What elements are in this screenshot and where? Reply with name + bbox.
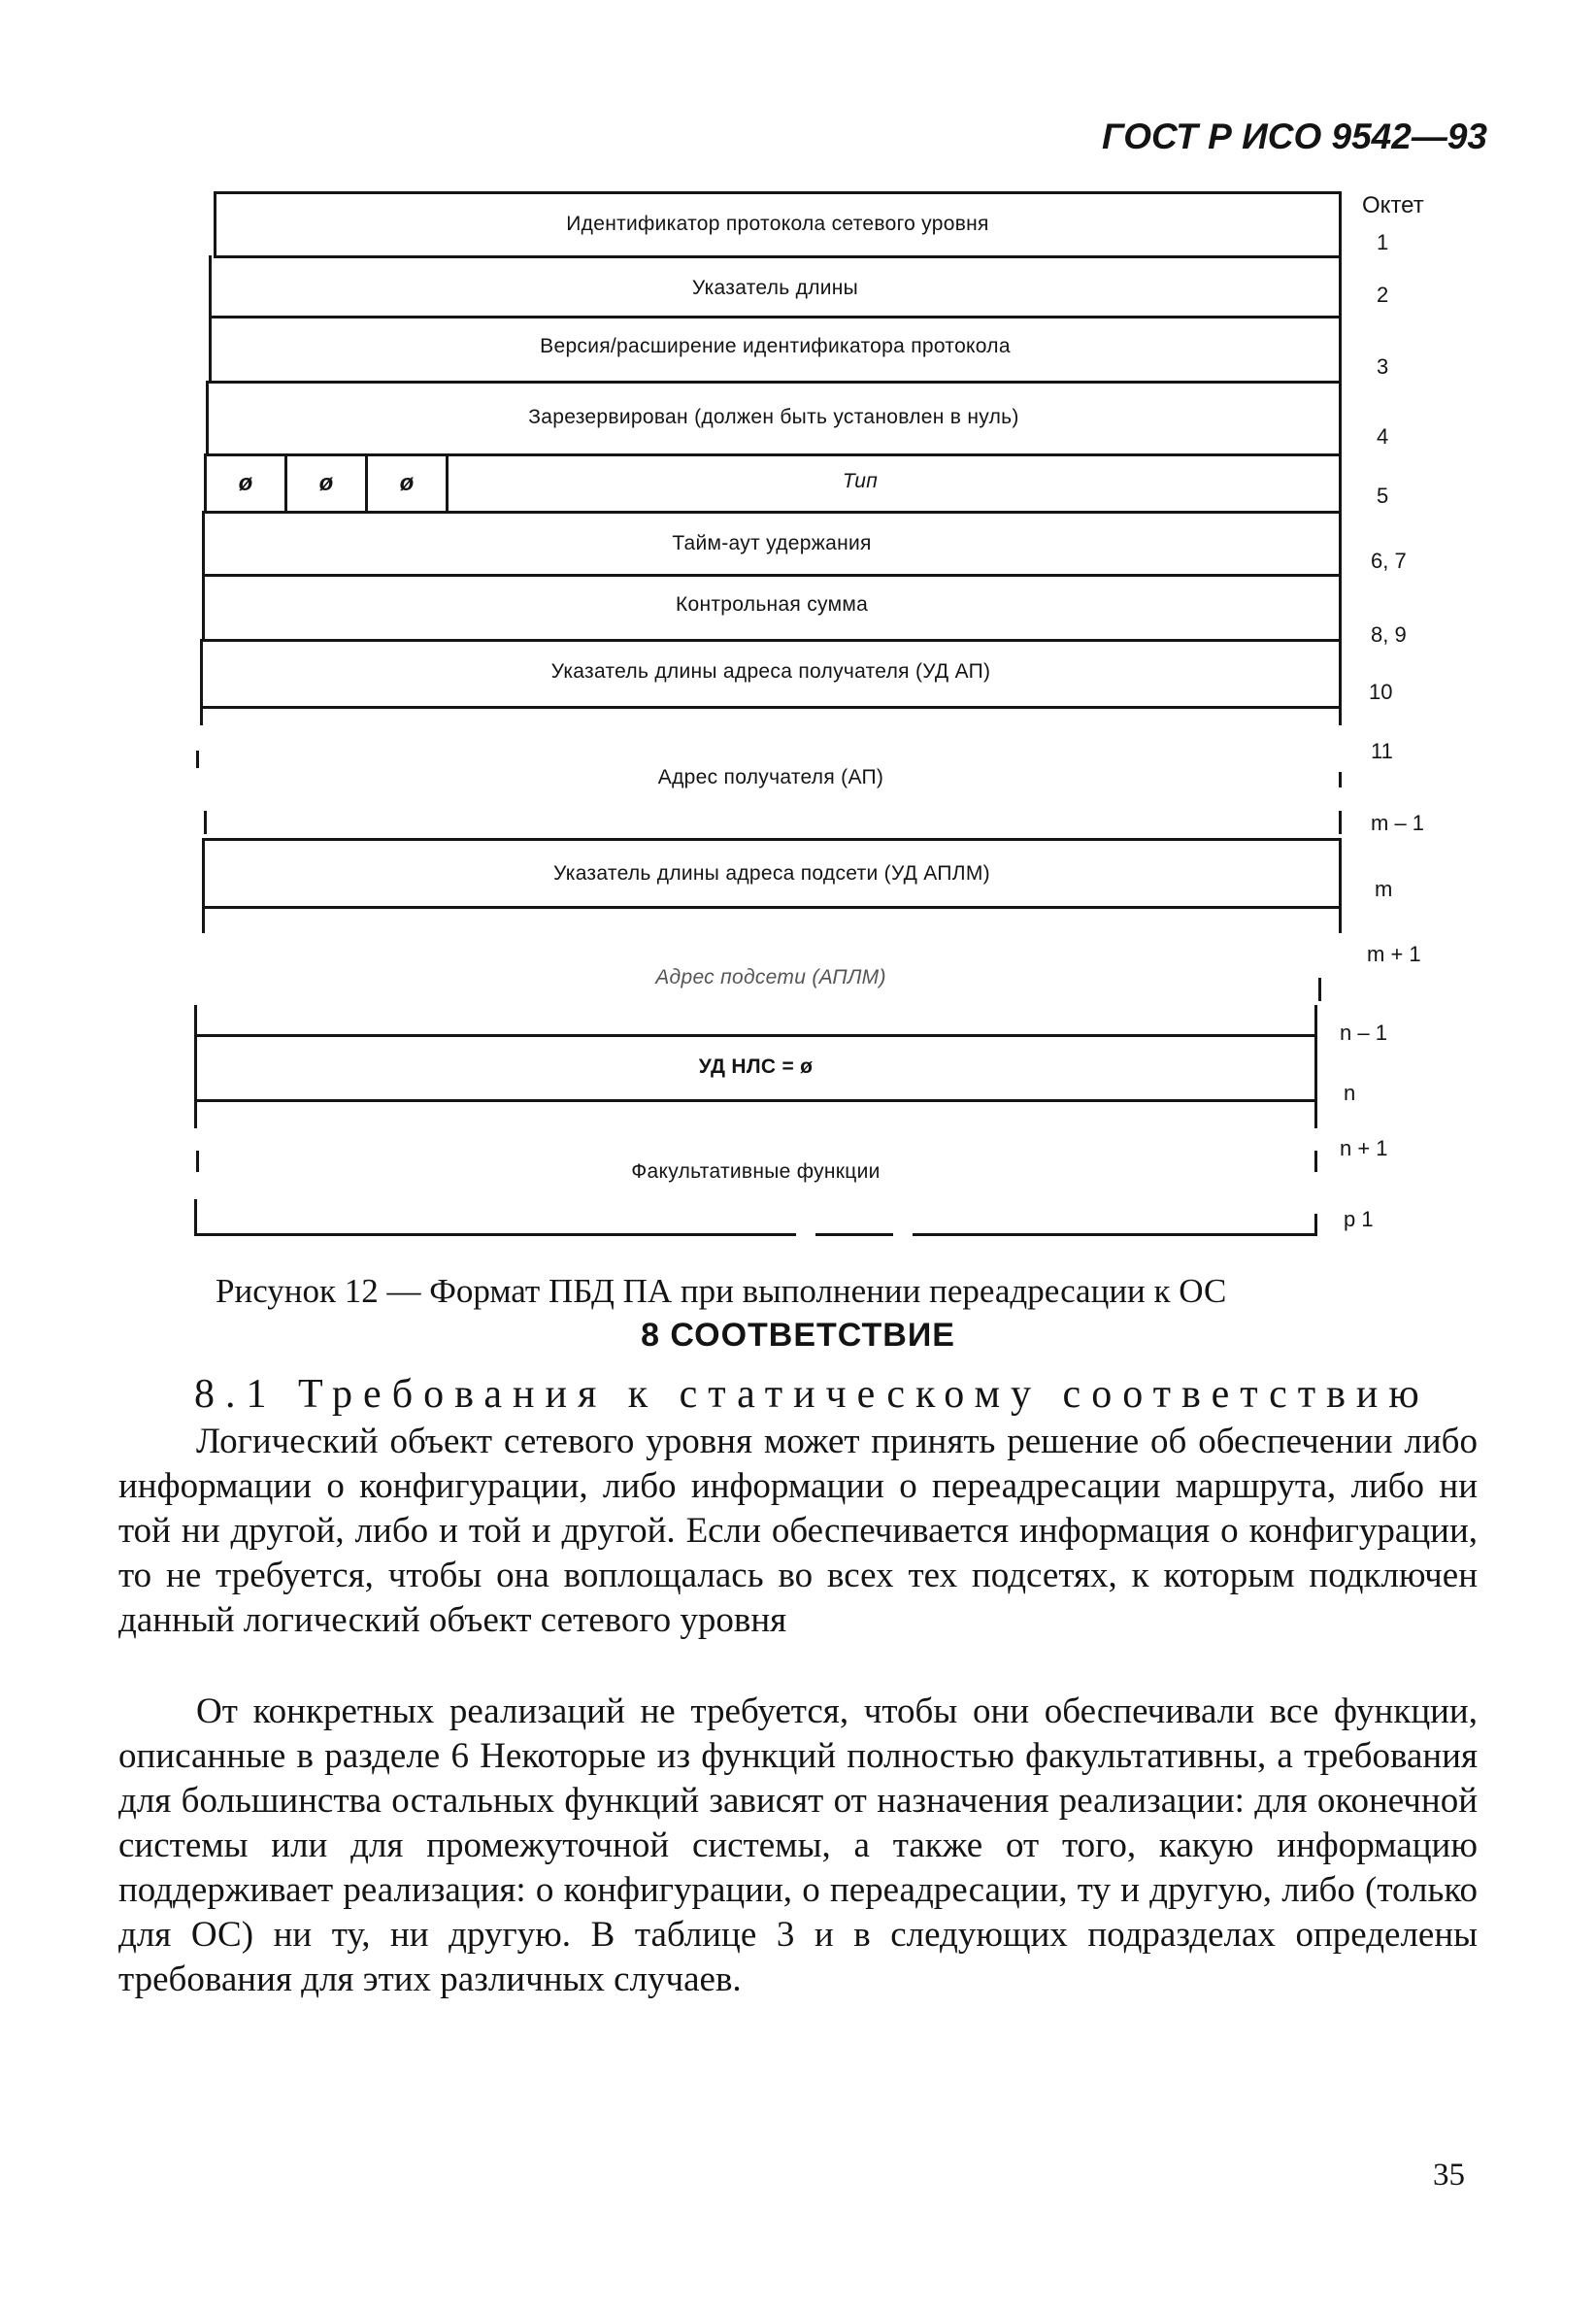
border-tick bbox=[194, 1005, 197, 1034]
octet-number: 4 bbox=[1377, 424, 1389, 449]
octet-number: m – 1 bbox=[1371, 811, 1425, 835]
field-label: Зарезервирован (должен быть установлен в нуль) bbox=[528, 406, 1019, 428]
subsection-heading: 8.1 Требования к статическому соответствию bbox=[194, 1372, 1430, 1417]
field-label: УД НЛС = ø bbox=[698, 1055, 814, 1078]
field-protocol-id bbox=[214, 191, 1342, 258]
octet-number: 11 bbox=[1371, 739, 1393, 763]
field-label: Указатель длины адреса подсети (УД АПЛМ) bbox=[553, 862, 990, 885]
octet-number: n bbox=[1344, 1081, 1356, 1105]
border-tick bbox=[194, 1199, 197, 1236]
border-tick bbox=[1339, 811, 1342, 834]
border-tick bbox=[1318, 978, 1321, 1001]
field-reserved bbox=[206, 381, 1342, 456]
body-paragraph: Логический объект сетевого уровня может принять решение об обеспечении либо информации о конфигурации, либо информации о переадресации маршрута, либо ни той ни другой, либо и той и другой. Если обеспечивается информация о конфигурации, то не требуется, чтобы она воплощалась во всех тех подсетях, к которым подключен данный логический объект сетевого уровня bbox=[118, 1422, 1478, 1640]
field-checksum bbox=[202, 574, 1342, 642]
field-label: Идентификатор протокола сетевого уровня bbox=[566, 213, 989, 235]
octet-number: p 1 bbox=[1344, 1207, 1374, 1231]
octet-column-heading: Октет bbox=[1362, 192, 1424, 218]
field-nlpdu-length bbox=[194, 1034, 1317, 1102]
field-divider bbox=[200, 706, 1342, 709]
border-tick bbox=[1314, 1005, 1317, 1034]
field-dest-address-length bbox=[200, 639, 1342, 709]
octet-number: 1 bbox=[1377, 230, 1389, 254]
page-number: 35 bbox=[1433, 2158, 1465, 2193]
field-label: Адрес получателя (АП) bbox=[657, 766, 884, 788]
field-bottom-border bbox=[194, 1233, 796, 1236]
octet-number: n + 1 bbox=[1340, 1136, 1388, 1160]
field-divider bbox=[202, 906, 1342, 909]
field-bottom-border bbox=[815, 1233, 893, 1236]
field-holding-timer bbox=[202, 511, 1342, 577]
border-tick bbox=[194, 1099, 197, 1128]
field-bottom-border bbox=[913, 1233, 1317, 1236]
octet-number: 5 bbox=[1377, 484, 1389, 508]
field-label: Факультативные функции bbox=[631, 1160, 881, 1183]
octet-number: 3 bbox=[1377, 354, 1389, 379]
octet-number: m bbox=[1375, 877, 1393, 901]
field-label: Указатель длины адреса получателя (УД АП) bbox=[550, 660, 991, 683]
border-tick bbox=[1339, 906, 1342, 933]
border-tick bbox=[1314, 1099, 1317, 1128]
field-length-indicator bbox=[209, 255, 1342, 318]
flag-bit-cell: ø bbox=[287, 453, 368, 514]
border-tick bbox=[200, 706, 203, 725]
octet-number: 10 bbox=[1369, 680, 1393, 704]
octet-number: 6, 7 bbox=[1371, 549, 1407, 573]
figure-caption: Рисунок 12 — Формат ПБД ПА при выполнении переадресации к ОС bbox=[216, 1272, 1227, 1310]
border-tick bbox=[204, 811, 207, 834]
octet-number: m + 1 bbox=[1367, 942, 1421, 966]
field-divider bbox=[194, 1099, 1317, 1102]
field-label: Контрольная сумма bbox=[675, 593, 869, 616]
field-version bbox=[209, 316, 1342, 384]
field-label: Версия/расширение идентификатора протокола bbox=[540, 335, 1011, 357]
octet-number: n – 1 bbox=[1340, 1021, 1387, 1045]
border-tick bbox=[202, 906, 205, 933]
flag-bit-cell: ø bbox=[207, 453, 287, 514]
border-tick bbox=[1339, 706, 1342, 725]
field-subnet-address-length bbox=[202, 838, 1342, 909]
document-header: ГОСТ Р ИСО 9542—93 bbox=[1101, 117, 1487, 156]
field-label: Адрес подсети (АПЛМ) bbox=[655, 966, 886, 988]
field-label: Тип bbox=[842, 470, 879, 492]
field-label: Указатель длины bbox=[691, 277, 859, 299]
field-label: Тайм-аут удержания bbox=[672, 532, 872, 554]
border-tick bbox=[196, 751, 199, 768]
flag-bit-cell: ø bbox=[368, 453, 449, 514]
octet-number: 2 bbox=[1377, 283, 1389, 307]
pdu-format-diagram bbox=[194, 189, 1456, 1248]
octet-number: 8, 9 bbox=[1371, 622, 1407, 647]
body-paragraph: От конкретных реализаций не требуется, чтобы они обеспечивали все функции, описанные в разделе 6 Некоторые из функций полностью факультативны, а требования для большинства остальных функций зависят от назначения реализации: для оконечной системы или для промежуточной системы, а также от того, какую информацию поддерживает реализация: о конфигурации, о переадресации, ту и другую, либо (только для ОС) ни ту, ни другую. В таблице 3 и в следующих подразделах определены требования для этих различных случаев. bbox=[118, 1691, 1478, 1999]
field-type bbox=[204, 453, 1342, 514]
section-title: 8 СООТВЕТСТВИЕ bbox=[641, 1317, 955, 1354]
